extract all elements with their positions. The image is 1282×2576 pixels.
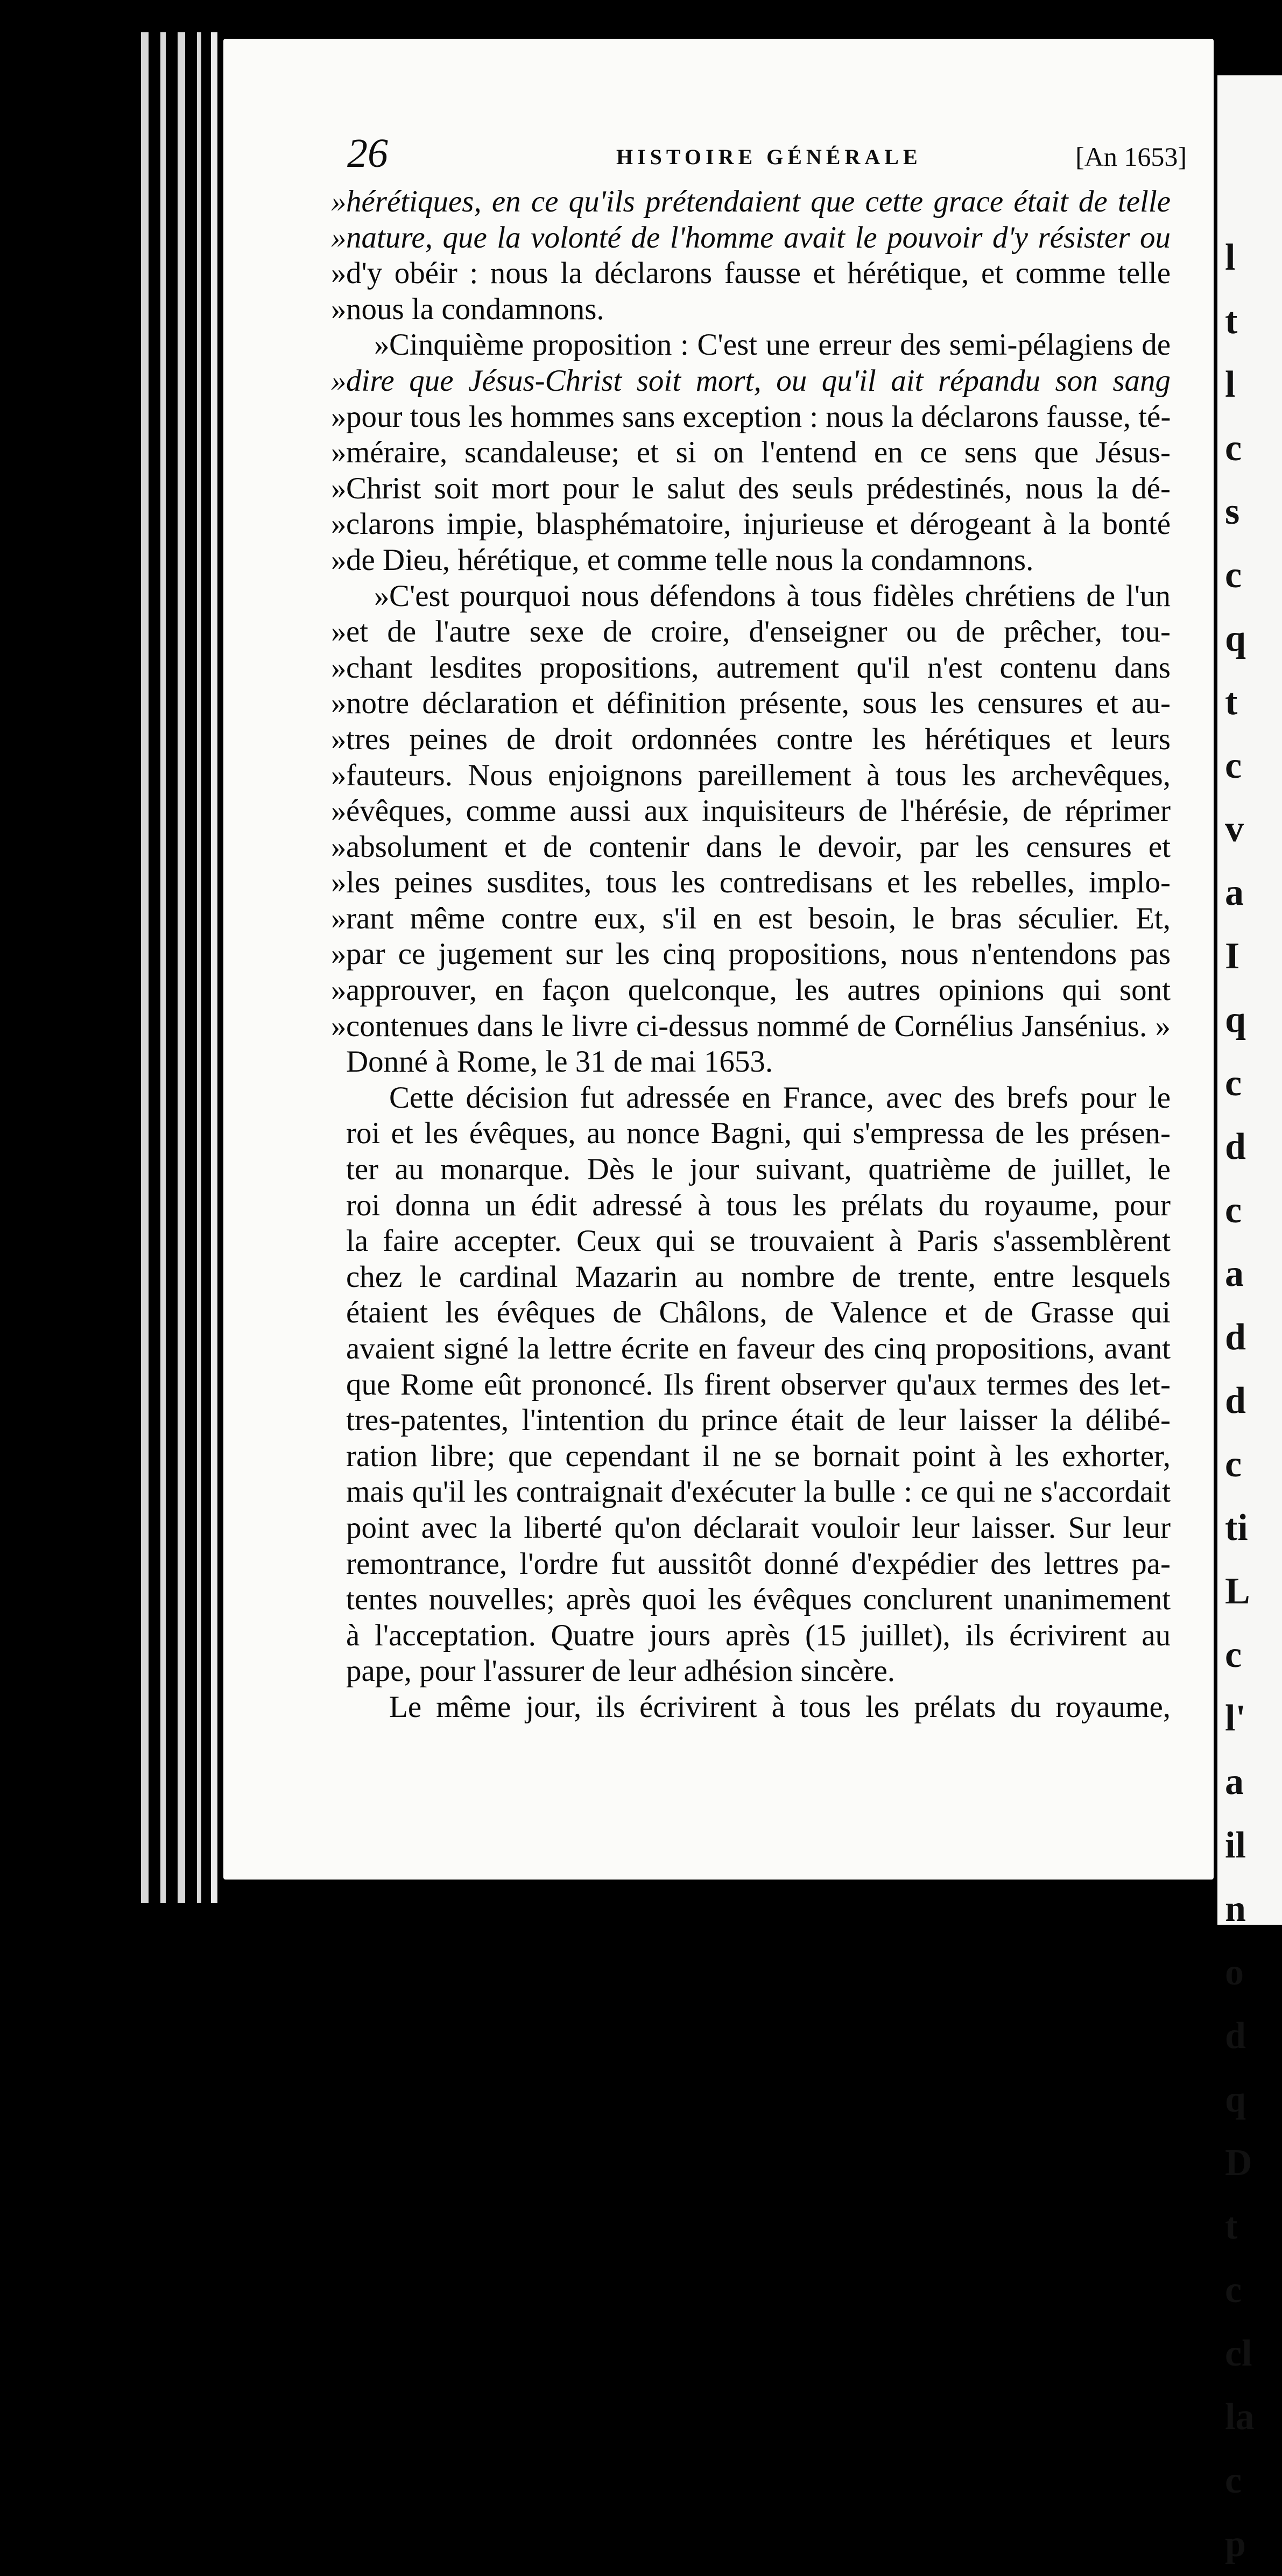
line-text: contenues dans le livre ci-dessus nommé de Cornélius Jansénius. » [346,1009,1171,1043]
text-line [331,1439,1171,1475]
text-line [331,1618,1171,1654]
line-text: que Rome eût prononcé. Ils firent observer qu'aux termes des let- [346,1367,1171,1402]
year-marker: [An 1653] [1075,142,1187,172]
adjacent-fragment: o [1225,1952,1244,1993]
adjacent-fragment: l [1225,237,1236,278]
adjacent-fragment: l [1225,364,1236,405]
line-text: Cette décision fut adressée en France, avec des brefs pour le [389,1080,1171,1115]
quote-mark: » [331,220,347,255]
text-line [331,184,1171,220]
text-line [331,506,1171,543]
text-line [331,1188,1171,1224]
page-header [347,130,1187,179]
line-text: C'est pourquoi nous défendons à tous fidèles chrétiens de l'un [389,579,1171,613]
adjacent-fragment: ti [1225,1507,1248,1549]
line-text: ration libre; que cependant il ne se bornait point à les exhorter, [346,1439,1171,1473]
adjacent-fragment: la [1225,2396,1255,2438]
line-text: point avec la liberté qu'on déclarait vouloir leur laisser. Sur leur [346,1510,1171,1545]
adjacent-fragment: a [1225,1761,1244,1803]
line-text: ter au monarque. Dès le jour suivant, quatrième de juillet, le [346,1152,1171,1187]
line-text: étaient les évêques de Châlons, de Valence et de Grasse qui [346,1296,1171,1330]
text-line [331,1259,1171,1296]
line-text: remontrance, l'ordre fut aussitôt donné d'expédier des lettres pa- [346,1546,1171,1581]
quote-mark: » [331,758,347,792]
line-text: rant même contre eux, s'il en est besoin, le bras séculier. Et, [346,901,1171,935]
running-title: HISTOIRE GÉNÉRALE [616,145,922,169]
line-text: notre déclaration et définition présente, sous les censures et au- [346,686,1171,721]
adjacent-fragment: c [1225,1190,1242,1231]
page-edge [141,32,149,1903]
text-line [331,579,1171,615]
line-text: absolument et de contenir dans le devoir, par les censures et [346,829,1171,864]
body-text [331,184,1171,1726]
page-number: 26 [347,131,388,176]
line-text: d'y obéir : nous la déclarons fausse et hérétique, et comme telle [346,256,1171,291]
book-page [223,39,1214,1880]
adjacent-fragment: c [1225,1444,1242,1485]
line-text: tres peines de droit ordonnées contre les hérétiques et leurs [346,722,1171,756]
text-line [331,1510,1171,1546]
quote-mark: » [331,471,347,505]
adjacent-fragment: a [1225,872,1244,913]
text-line [331,793,1171,829]
text-line [331,1295,1171,1331]
adjacent-fragment: t [1225,2206,1238,2247]
adjacent-fragment: D [1225,2142,1252,2184]
text-line [331,1223,1171,1259]
line-text: fauteurs. Nous enjoignons pareillement à tous les archevêques, [346,758,1171,792]
line-text: avaient signé la lettre écrite en faveur des cinq propositions, avant [346,1332,1171,1366]
text-line [331,686,1171,722]
adjacent-fragment: n [1225,1888,1246,1930]
quote-mark: » [331,615,347,649]
text-line [331,1653,1171,1690]
adjacent-fragment: d [1225,2015,1246,2057]
page-edge [211,32,217,1903]
adjacent-fragment: t [1225,300,1238,342]
adjacent-fragment: q [1225,2079,1246,2120]
adjacent-fragment: q [1225,618,1246,659]
adjacent-fragment: d [1225,1126,1246,1167]
quote-mark: » [331,901,347,935]
adjacent-fragment: c [1225,2460,1242,2501]
text-line [331,292,1171,328]
adjacent-fragment: L [1225,1571,1250,1612]
adjacent-page-edge [1217,75,1282,2565]
adjacent-fragment: d [1225,1317,1246,1358]
text-line [331,1044,1171,1080]
adjacent-page-text [1225,226,1279,2576]
line-text: chant lesdites propositions, autrement qu'il n'est contenu dans [346,650,1171,685]
page-edge [197,32,201,1903]
adjacent-fragment: c [1225,427,1242,469]
quote-mark: » [331,722,347,756]
quote-mark: » [374,579,390,613]
line-text: hérétiques, en ce qu'ils prétendaient que cette grace était de telle [346,185,1171,219]
text-line [331,865,1171,901]
text-line [331,1474,1171,1510]
line-text: pour tous les hommes sans exception : nous la déclarons fausse, té- [346,399,1171,434]
quote-mark: » [374,328,390,362]
text-line [331,1009,1171,1045]
quote-mark: » [331,937,347,972]
line-text: et de l'autre sexe de croire, d'enseigner ou de prêcher, tou- [346,615,1171,649]
quote-mark: » [331,363,347,398]
adjacent-fragment: c [1225,1062,1242,1104]
adjacent-fragment: d [1225,1380,1246,1421]
line-text: tentes nouvelles; après quoi les évêques conclurent unanimement [346,1582,1171,1617]
text-line [331,220,1171,256]
quote-mark: » [331,1009,347,1043]
quote-mark: » [331,185,347,219]
line-text: Donné à Rome, le 31 de mai 1653. [346,1045,773,1079]
text-line [331,1080,1171,1116]
line-text: la faire accepter. Ceux qui se trouvaient à Paris s'assemblèrent [346,1224,1171,1258]
quote-mark: » [331,399,347,434]
line-text: méraire, scandaleuse; et si on l'entend en ce sens que Jésus- [346,435,1171,470]
quote-mark: » [331,292,347,326]
line-text: à l'acceptation. Quatre jours après (15 juillet), ils écrivirent au [346,1618,1171,1652]
text-line [331,758,1171,794]
text-line [331,1116,1171,1152]
adjacent-fragment: c [1225,1634,1242,1676]
text-line [331,399,1171,435]
text-line [331,650,1171,686]
line-text: de Dieu, hérétique, et comme telle nous la condamnons. [346,543,1034,577]
line-text: roi et les évêques, au nonce Bagni, qui s'empressa de les présen- [346,1116,1171,1151]
text-line [331,435,1171,471]
quote-mark: » [331,829,347,864]
text-line [331,256,1171,292]
quote-mark: » [331,256,347,291]
line-text: clarons impie, blasphématoire, injurieuse et dérogeant à la bonté [346,507,1171,541]
adjacent-fragment: l' [1225,1698,1246,1739]
adjacent-fragment: q [1225,999,1246,1040]
quote-mark: » [331,650,347,685]
text-line [331,829,1171,865]
text-line [331,1690,1171,1726]
line-text: nature, que la volonté de l'homme avait le pouvoir d'y résister ou [346,220,1171,255]
text-line [331,1367,1171,1403]
text-line [331,1403,1171,1439]
adjacent-fragment: il [1225,1825,1246,1866]
line-text: chez le cardinal Mazarin au nombre de trente, entre lesquels [346,1259,1171,1294]
page-edge [178,32,185,1903]
line-text: Le même jour, ils écrivirent à tous les prélats du royaume, [389,1690,1171,1724]
line-text: approuver, en façon quelconque, les autres opinions qui sont [346,973,1171,1008]
text-line [331,471,1171,507]
text-line [331,973,1171,1009]
text-line [331,1331,1171,1367]
line-text: mais qu'il les contraignait d'exécuter la bulle : ce qui ne s'accordait [346,1475,1171,1509]
text-line [331,901,1171,937]
text-line [331,937,1171,973]
adjacent-fragment: c [1225,2269,1242,2311]
text-line [331,1582,1171,1618]
scan-gutter [0,0,226,1925]
text-line [331,363,1171,399]
adjacent-fragment: p [1225,2523,1246,2565]
adjacent-fragment: c [1225,554,1242,596]
line-text: Christ soit mort pour le salut des seuls prédestinés, nous la dé- [346,471,1171,505]
text-line [331,327,1171,363]
quote-mark: » [331,794,347,828]
quote-mark: » [331,865,347,900]
quote-mark: » [331,973,347,1008]
quote-mark: » [331,543,347,577]
text-line [331,1546,1171,1582]
line-text: dire que Jésus-Christ soit mort, ou qu'il ait répandu son sang [346,363,1171,398]
line-text: roi donna un édit adressé à tous les prélats du royaume, pour [346,1188,1171,1222]
adjacent-fragment: t [1225,681,1238,723]
text-line [331,543,1171,579]
line-text: par ce jugement sur les cinq propositions, nous n'entendons pas [346,937,1171,972]
adjacent-fragment: I [1225,935,1240,977]
line-text: pape, pour l'assurer de leur adhésion sincère. [346,1654,896,1688]
line-text: évêques, comme aussi aux inquisiteurs de l'hérésie, de réprimer [346,794,1171,828]
quote-mark: » [331,686,347,721]
line-text: les peines susdites, tous les contredisans et les rebelles, implo- [346,865,1171,900]
quote-mark: » [331,507,347,541]
adjacent-fragment: s [1225,491,1240,532]
text-line [331,1152,1171,1188]
adjacent-fragment: a [1225,1253,1244,1294]
adjacent-fragment: c [1225,745,1242,786]
adjacent-fragment: cl [1225,2333,1252,2374]
quote-mark: » [331,435,347,470]
adjacent-fragment: v [1225,808,1244,850]
line-text: Cinquième proposition : C'est une erreur des semi-pélagiens de [389,328,1171,362]
page-edge [160,32,166,1903]
text-line [331,722,1171,758]
text-line [331,614,1171,650]
line-text: nous la condamnons. [346,292,604,326]
line-text: tres-patentes, l'intention du prince était de leur laisser la délibé- [346,1403,1171,1438]
